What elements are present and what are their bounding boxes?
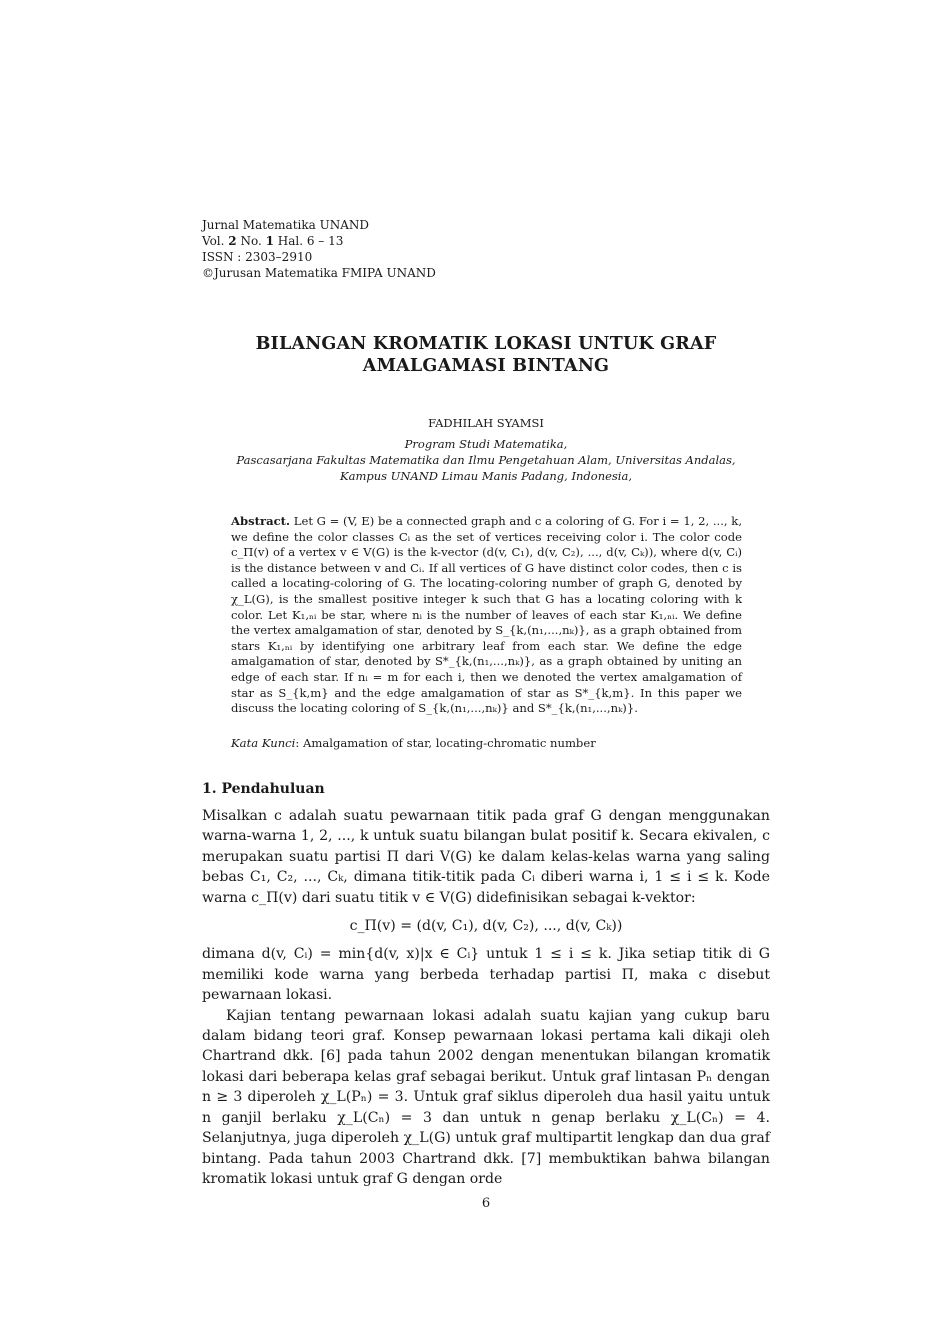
affiliation-line-3: Kampus UNAND Limau Manis Padang, Indonesia, xyxy=(340,469,632,483)
section-heading: 1. Pendahuluan xyxy=(202,781,325,797)
keywords-label: Kata Kunci xyxy=(231,736,296,750)
paragraph-2: dimana d(v, Cᵢ) = min{d(v, x)|x ∈ Cᵢ} untuk 1 ≤ i ≤ k. Jika setiap titik di G memiliki kode warna yang berbeda terhadap partisi Π, maka c disebut pewarnaan lokasi. xyxy=(202,946,770,1004)
section-body xyxy=(202,806,770,1189)
author-name: FADHILAH SYAMSI xyxy=(428,416,544,430)
abstract xyxy=(231,514,742,717)
affiliation xyxy=(170,436,802,484)
abstract-label: Abstract. xyxy=(231,514,291,528)
title-line-1: BILANGAN KROMATIK LOKASI UNTUK GRAF xyxy=(255,334,717,354)
paragraph-1: Misalkan c adalah suatu pewarnaan titik pada graf G dengan menggunakan warna-warna 1, 2, ..., k untuk suatu bilangan bulat positif k. Secara ekivalen, c merupakan suatu partisi Π dari V(G) ke dalam kelas-kelas warna yang saling bebas C₁, C₂, ..., Cₖ, dimana titik-titik pada Cᵢ diberi warna i, 1 ≤ i ≤ k. Kode warna c_Π(v) dari suatu titik v ∈ V(G) didefinisikan sebagai k-vektor: xyxy=(202,808,770,906)
paper-title xyxy=(170,333,802,377)
journal-header xyxy=(202,217,436,281)
keywords-text: : Amalgamation of star, locating-chromatic number xyxy=(295,736,596,750)
affiliation-line-1: Program Studi Matematika, xyxy=(404,437,568,451)
copyright-line: ©Jurusan Matematika FMIPA UNAND xyxy=(202,266,436,280)
color-code-equation: c_Π(v) = (d(v, C₁), d(v, C₂), ..., d(v, Cₖ)) xyxy=(349,918,623,935)
title-line-2: AMALGAMASI BINTANG xyxy=(362,356,610,376)
abstract-text: Let G = (V, E) be a connected graph and c a coloring of G. For i = 1, 2, ..., k, we define the color classes Cᵢ as the set of vertices receiving color i. The color code c_Π(v) of a vertex v ∈ V(G) is the k-vector (d(v, C₁), d(v, C₂), ..., d(v, Cₖ)), where d(v, Cᵢ) is the distance between v and Cᵢ. If all vertices of G have distinct color codes, then c is called a locating-coloring of G. The locating-coloring number of graph G, denoted by χ_L(G), is the smallest positive integer k such that G has a locating coloring with k color. Let K₁,ₙᵢ be star, where nᵢ is the number of leaves of each star K₁,ₙᵢ. We define the vertex amalgamation of star, denoted by S_{k,(n₁,...,nₖ)}, as a graph obtained from stars K₁,ₙᵢ by identifying one arbitrary leaf from each star. We define the edge amalgamation of star, denoted by S*_{k,(n₁,...,nₖ)}, as a graph obtained by uniting an edge of each star. If nᵢ = m for each i, then we denoted the vertex amalgamation of star as S_{k,m} and the edge amalgamation of star as S*_{k,m}. In this paper we discuss the locating coloring of S_{k,(n₁,...,nₖ)} and S*_{k,(n₁,...,nₖ)}. xyxy=(231,514,743,716)
volume-line: Vol. 2 No. 1 Hal. 6 – 13 xyxy=(202,234,344,248)
page-number: 6 xyxy=(481,1196,491,1211)
journal-name: Jurnal Matematika UNAND xyxy=(202,218,370,232)
affiliation-line-2: Pascasarjana Fakultas Matematika dan Ilmu Pengetahuan Alam, Universitas Andalas, xyxy=(236,453,736,467)
keywords xyxy=(231,736,742,750)
paragraph-3: Kajian tentang pewarnaan lokasi adalah suatu kajian yang cukup baru dalam bidang teori graf. Konsep pewarnaan lokasi pertama kali dikaji oleh Chartrand dkk. [6] pada tahun 2002 dengan menentukan bilangan kromatik lokasi dari beberapa kelas graf sebagai berikut. Untuk graf lintasan Pₙ dengan n ≥ 3 diperoleh χ_L(Pₙ) = 3. Untuk graf siklus diperoleh dua hasil yaitu untuk n ganjil berlaku χ_L(Cₙ) = 3 dan untuk n genap berlaku χ_L(Cₙ) = 4. Selanjutnya, juga diperoleh χ_L(G) untuk graf multipartit lengkap dan dua graf bintang. Pada tahun 2003 Chartrand dkk. [7] membuktikan bahwa bilangan kromatik lokasi untuk graf G dengan orde xyxy=(202,1007,770,1187)
issn-line: ISSN : 2303–2910 xyxy=(202,250,313,264)
